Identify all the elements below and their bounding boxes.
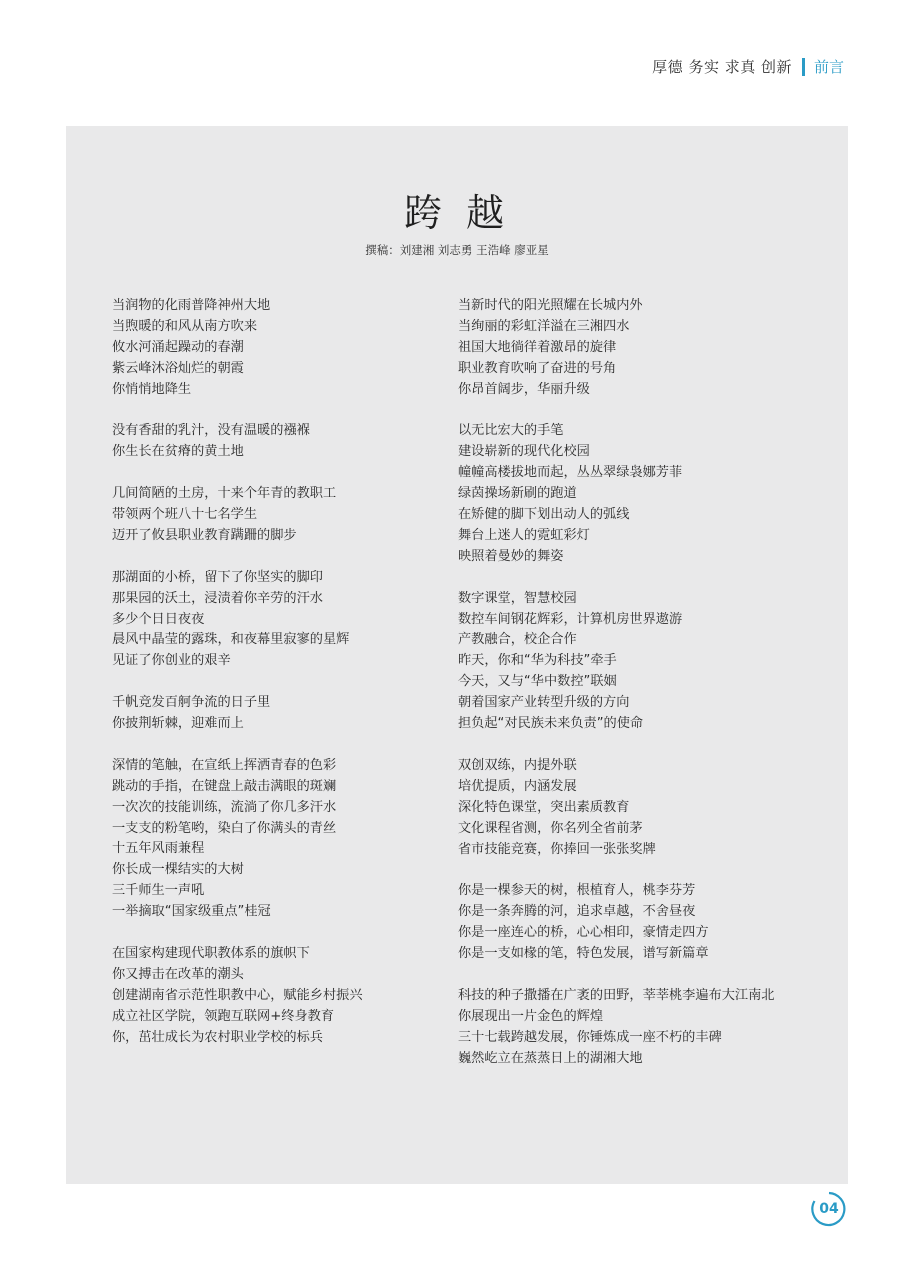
poem-stanza [112, 296, 442, 401]
poem-stanza [112, 568, 442, 673]
poem-line: 朝着国家产业转型升级的方向 [458, 695, 630, 711]
page-number: 04 [819, 1201, 839, 1217]
poem-line: 双创双练，内提外联 [458, 757, 577, 773]
poem-line: 以无比宏大的手笔 [458, 423, 564, 439]
poem-line: 你生长在贫瘠的黄土地 [112, 444, 244, 460]
poem-line: 当煦暖的和风从南方吹来 [112, 318, 258, 334]
poem-line: 舞台上迷人的霓虹彩灯 [458, 527, 590, 543]
poem-authors: 撰稿：刘建湘 刘志勇 王浩峰 廖亚星 [365, 243, 549, 257]
poem-line: 你是一条奔腾的河，追求卓越，不舍昼夜 [458, 904, 696, 920]
poem-line: 你悄悄地降生 [112, 381, 192, 397]
poem-line: 那湖面的小桥，留下了你坚实的脚印 [112, 569, 323, 585]
poem-line: 担负起“对民族未来负责”的使命 [458, 716, 644, 732]
poem-stanza [458, 589, 843, 735]
poem-line: 你长成一棵结实的大树 [112, 862, 244, 878]
poem-line: 职业教育吹响了奋进的号角 [458, 360, 617, 376]
poem-line: 一次次的技能训练，流淌了你几多汗水 [112, 799, 337, 815]
poem-line: 深化特色课堂，突出素质教育 [458, 799, 630, 815]
poem-line: 晨风中晶莹的露珠，和夜幕里寂寥的星辉 [112, 632, 350, 648]
poem-line: 你是一棵参天的树，根植育人，桃李芬芳 [458, 883, 696, 899]
poem-stanza [112, 421, 442, 463]
poem-line: 当润物的化雨普降神州大地 [112, 298, 271, 313]
poem-line: 昨天，你和“华为科技”牵手 [458, 653, 617, 669]
poem-stanza [458, 986, 843, 1070]
poem-line: 数控车间钢花辉彩，计算机房世界遨游 [458, 611, 683, 627]
poem-stanza [458, 296, 843, 401]
poem-line: 在国家构建现代职教体系的旗帜下 [112, 946, 310, 961]
content-panel [66, 126, 848, 1184]
poem-line: 你展现出一片金色的辉煌 [458, 1008, 604, 1024]
school-motto: 厚德 务实 求真 创新 [652, 58, 792, 76]
poem-line: 三千师生一声吼 [112, 883, 205, 899]
poem-line: 一举摘取“国家级重点”桂冠 [112, 904, 271, 920]
poem-stanza [458, 421, 843, 567]
poem-line: 你是一座连心的桥，心心相印，豪情走四方 [458, 925, 709, 941]
poem-line: 没有香甜的乳汁，没有温暖的襁褓 [112, 423, 310, 439]
poem-line: 培优提质，内涵发展 [458, 778, 577, 794]
poem-column-left [112, 296, 442, 1069]
poem-line: 映照着曼妙的舞姿 [458, 548, 564, 564]
poem-line: 创建湖南省示范性职教中心，赋能乡村振兴 [112, 987, 363, 1003]
poem-stanza [458, 881, 843, 965]
poem-line: 巍然屹立在蒸蒸日上的湖湘大地 [458, 1050, 643, 1066]
poem-line: 攸水河涌起躁动的春潮 [112, 339, 244, 355]
poem-line: 几间简陋的土房，十来个年青的教职工 [112, 486, 337, 502]
poem-line: 幢幢高楼拔地而起，丛丛翠绿袅娜芳菲 [458, 465, 683, 481]
poem-line: 你披荆斩棘，迎难而上 [112, 716, 244, 732]
poem-line: 产教融合，校企合作 [458, 632, 577, 648]
poem-line: 成立社区学院，领跑互联网+终身教育 [112, 1008, 335, 1024]
poem-stanza [112, 693, 442, 735]
poem-stanza [458, 756, 843, 861]
poem-line: 千帆竞发百舸争流的日子里 [112, 695, 271, 711]
poem-line: 祖国大地徜徉着激昂的旋律 [458, 339, 617, 355]
poem-line: 你又搏击在改革的潮头 [112, 966, 244, 982]
poem-line: 跳动的手指，在键盘上敲击满眼的斑斓 [112, 778, 337, 794]
poem-line: 当新时代的阳光照耀在长城内外 [458, 298, 643, 313]
poem-line: 文化课程省测，你名列全省前茅 [458, 820, 643, 836]
page-number-badge [810, 1190, 848, 1228]
poem-line: 带领两个班八十七名学生 [112, 507, 258, 523]
poem-line: 今天，又与“华中数控”联姻 [458, 674, 617, 690]
poem-stanza [112, 484, 442, 547]
poem-line: 三十七载跨越发展，你锤炼成一座不朽的丰碑 [458, 1029, 722, 1045]
poem-line: 建设崭新的现代化校园 [458, 444, 590, 460]
poem-stanza [112, 756, 442, 923]
poem-line: 你是一支如椽的笔，特色发展，谱写新篇章 [458, 946, 709, 962]
section-label: 前言 [813, 58, 844, 76]
poem-title: 跨 越 [403, 191, 511, 235]
poem-line: 在矫健的脚下划出动人的弧线 [458, 507, 630, 523]
poem-line: 深情的笔触，在宣纸上挥洒青春的色彩 [112, 757, 337, 773]
poem-stanza [112, 944, 442, 1049]
poem-line: 你昂首阔步，华丽升级 [458, 381, 590, 397]
poem-line: 数字课堂，智慧校园 [458, 590, 577, 606]
poem-line: 当绚丽的彩虹洋溢在三湘四水 [458, 318, 630, 334]
poem-line: 十五年风雨兼程 [112, 841, 205, 857]
poem-line: 迈开了攸县职业教育蹒跚的脚步 [112, 527, 297, 543]
poem-line: 见证了你创业的艰辛 [112, 653, 231, 669]
header-divider [802, 58, 805, 76]
page-header [652, 56, 844, 77]
poem-line: 你，茁壮成长为农村职业学校的标兵 [112, 1029, 323, 1045]
poem-line: 省市技能竞赛，你捧回一张张奖牌 [458, 841, 656, 857]
poem-line: 多少个日日夜夜 [112, 611, 205, 627]
poem-line: 绿茵操场新刷的跑道 [458, 486, 577, 502]
poem-line: 一支支的粉笔哟，染白了你满头的青丝 [112, 820, 337, 836]
poem-line: 科技的种子撒播在广袤的田野，莘莘桃李遍布大江南北 [458, 987, 775, 1003]
poem-line: 紫云峰沐浴灿烂的朝霞 [112, 360, 244, 376]
poem-line: 那果园的沃土，浸渍着你辛劳的汗水 [112, 590, 323, 606]
poem-column-right [458, 296, 843, 1090]
